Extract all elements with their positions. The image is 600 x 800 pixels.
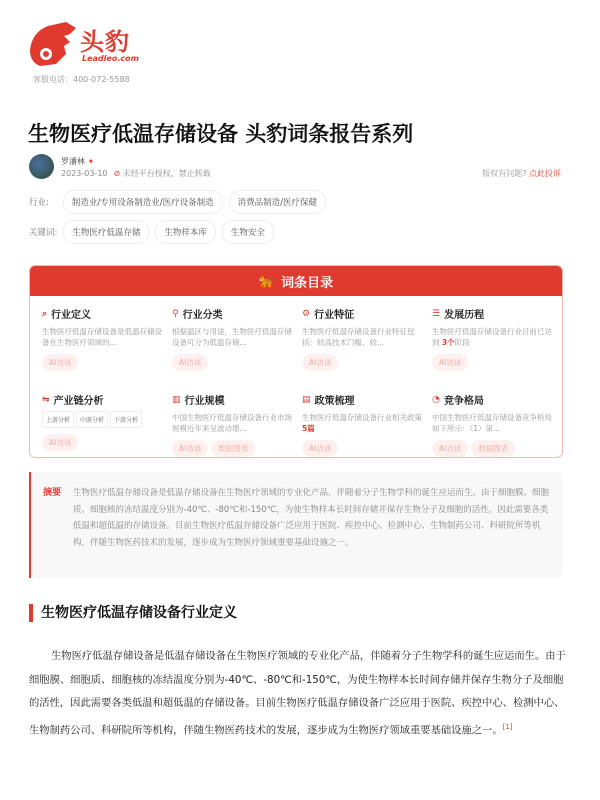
verified-icon: ✦	[87, 157, 95, 166]
brand-name: 头豹	[80, 28, 130, 56]
item-desc: 中国生物医疗低温存储设备竞争格局如下所示：（1）第...	[432, 413, 552, 433]
summary-text: 生物医疗低温存储设备是低温存储设备在生物医疗领域的专业化产品，伴随着分子生物学科的诞生应运而生。由于细胞膜、细胞质、细胞核的冻结温度分别为-40℃、-80℃和-150℃，为使生物样本长时间存储并保存生物分子及细胞的活性，因此需要各类低温和超低温的存储设备。目前生物医疗低温存储设备广泛应用于医院、疾控中心、检测中心、生物制药公司、科研院所等机构，伴随生物医药技术的发展，逐步成为生物医疗领域重要基础设施之一。	[73, 488, 550, 548]
midstream-button[interactable]: 中游分析	[76, 411, 108, 428]
item-desc: 根据温区与用途，生物医疗低温存储设备可分为低温存储...	[172, 327, 292, 347]
item-desc-text: 生物医疗低温存储设备行业目前已达到	[432, 327, 552, 347]
catalog-item-competition[interactable]	[432, 392, 562, 458]
report-link[interactable]: 点此投诉	[529, 169, 561, 178]
item-title: 发展历程	[444, 310, 485, 321]
leopard-icon: 🐆	[258, 273, 276, 289]
item-desc	[302, 412, 422, 434]
item-title: 政策梳理	[314, 396, 355, 407]
ai-interview-button[interactable]: AI访谈	[302, 440, 338, 457]
ai-interview-button[interactable]: AI访谈	[302, 354, 338, 371]
catalog-title: 词条目录	[281, 275, 334, 291]
summary-label: 摘要	[43, 488, 62, 498]
section-body-text: 生物医疗低温存储设备是低温存储设备在生物医疗领域的专业化产品，伴随着分子生物学科的诞生应运而生。由于细胞膜、细胞质、细胞核的冻结温度分别为-40℃、-80℃和-150℃，为使生物样本长时间存储并保存生物分子及细胞的活性，因此需要各类低温和超低温的存储设备。目前生物医疗低温存储设备广泛应用于医院、疾控中心、检测中心、生物制药公司、科研院所等机构，伴随生物医药技术的发展，逐步成为生物医疗领域重要基础设施之一。	[29, 650, 566, 736]
item-title: 行业特征	[314, 310, 355, 321]
catalog-item-history[interactable]	[432, 306, 562, 380]
keyword-row	[29, 220, 280, 244]
ai-interview-button[interactable]: AI访谈	[42, 434, 78, 451]
industry-tag[interactable]: 制造业/专用设备制造业/医疗设备制造	[63, 190, 223, 214]
pie-chart-icon: ◔	[432, 394, 440, 405]
item-title: 行业分类	[182, 310, 223, 321]
catalog-item-classification[interactable]	[172, 306, 302, 380]
publish-meta	[61, 168, 211, 179]
downstream-button[interactable]: 下游分析	[110, 411, 142, 428]
page-title: 生物医疗低温存储设备 头豹词条报告系列	[28, 122, 414, 146]
repost-notice: 未经平台授权，禁止转载	[122, 169, 211, 178]
catalog-item-chain[interactable]	[42, 392, 172, 458]
ai-interview-button[interactable]: AI访谈	[172, 354, 208, 371]
brand-domain: Leadleo.com	[82, 54, 139, 63]
timeline-icon: ☰	[432, 308, 441, 319]
reference-link[interactable]: [1]	[502, 722, 513, 731]
catalog-item-policy[interactable]	[302, 392, 432, 458]
summary-box	[29, 472, 563, 578]
ai-interview-button[interactable]: AI访谈	[432, 440, 468, 457]
catalog-panel	[29, 265, 563, 458]
author-name-text: 罗潘林	[61, 157, 85, 166]
copyright-notice	[482, 168, 561, 179]
hierarchy-icon: ⚲	[172, 308, 179, 319]
keyword-tag[interactable]: 生物样本库	[155, 220, 216, 244]
industry-tag[interactable]: 消费品制造/医疗保健	[229, 190, 326, 214]
no-repost-icon: ⊘	[113, 169, 121, 178]
keyword-label: 关键词:	[29, 228, 58, 238]
avatar[interactable]	[29, 154, 54, 179]
search-icon: ⌕	[42, 308, 48, 319]
keyword-tag[interactable]: 生物安全	[222, 220, 274, 244]
author-name[interactable]	[61, 156, 94, 167]
item-title: 行业规模	[184, 396, 225, 407]
bar-chart-icon: ▥	[172, 394, 181, 405]
industry-row	[29, 190, 332, 214]
industry-label: 行业:	[29, 198, 49, 208]
catalog-header	[30, 266, 562, 296]
stage-count: 3个	[441, 338, 455, 347]
upstream-button[interactable]: 上游分析	[42, 411, 74, 428]
item-desc: 中国生物医疗低温存储设备行业市场规模近年来呈波动增...	[172, 413, 292, 433]
chip-icon: ⚙	[302, 308, 311, 319]
section-heading: 生物医疗低温存储设备行业定义	[29, 604, 237, 622]
item-title: 竞争格局	[443, 396, 484, 407]
document-icon: ▤	[302, 394, 311, 405]
catalog-item-scale[interactable]	[172, 392, 302, 458]
item-desc: 生物医疗低温存储设备是低温存储设备在生物医疗领域的...	[42, 327, 162, 347]
section-body	[29, 645, 569, 742]
chain-icon: ⇋	[42, 394, 50, 405]
item-desc	[432, 326, 552, 348]
keyword-tag[interactable]: 生物医疗低温存储	[63, 220, 149, 244]
ai-interview-button[interactable]: AI访谈	[42, 354, 78, 371]
catalog-item-definition[interactable]	[42, 306, 172, 380]
copyright-question: 版权有问题?	[482, 169, 527, 178]
publish-date: 2023-03-10	[61, 169, 108, 178]
data-chart-button[interactable]: 数据图表	[471, 440, 515, 457]
item-desc-text: 生物医疗低温存储设备行业相关政策	[302, 413, 422, 422]
policy-count: 5篇	[302, 424, 315, 433]
service-phone: 客服电话：400-072-5588	[33, 75, 130, 84]
item-desc: 生物医疗低温存储设备行业特征包括：较高技术门槛、较...	[302, 327, 415, 347]
item-desc-tail: 阶段	[454, 338, 470, 347]
data-chart-button[interactable]: 数据图表	[211, 440, 255, 457]
ai-interview-button[interactable]: AI访谈	[172, 440, 208, 457]
ai-interview-button[interactable]: AI访谈	[432, 354, 468, 371]
item-title: 产业链分析	[53, 396, 104, 407]
catalog-item-features[interactable]	[302, 306, 432, 380]
item-title: 行业定义	[51, 310, 92, 321]
